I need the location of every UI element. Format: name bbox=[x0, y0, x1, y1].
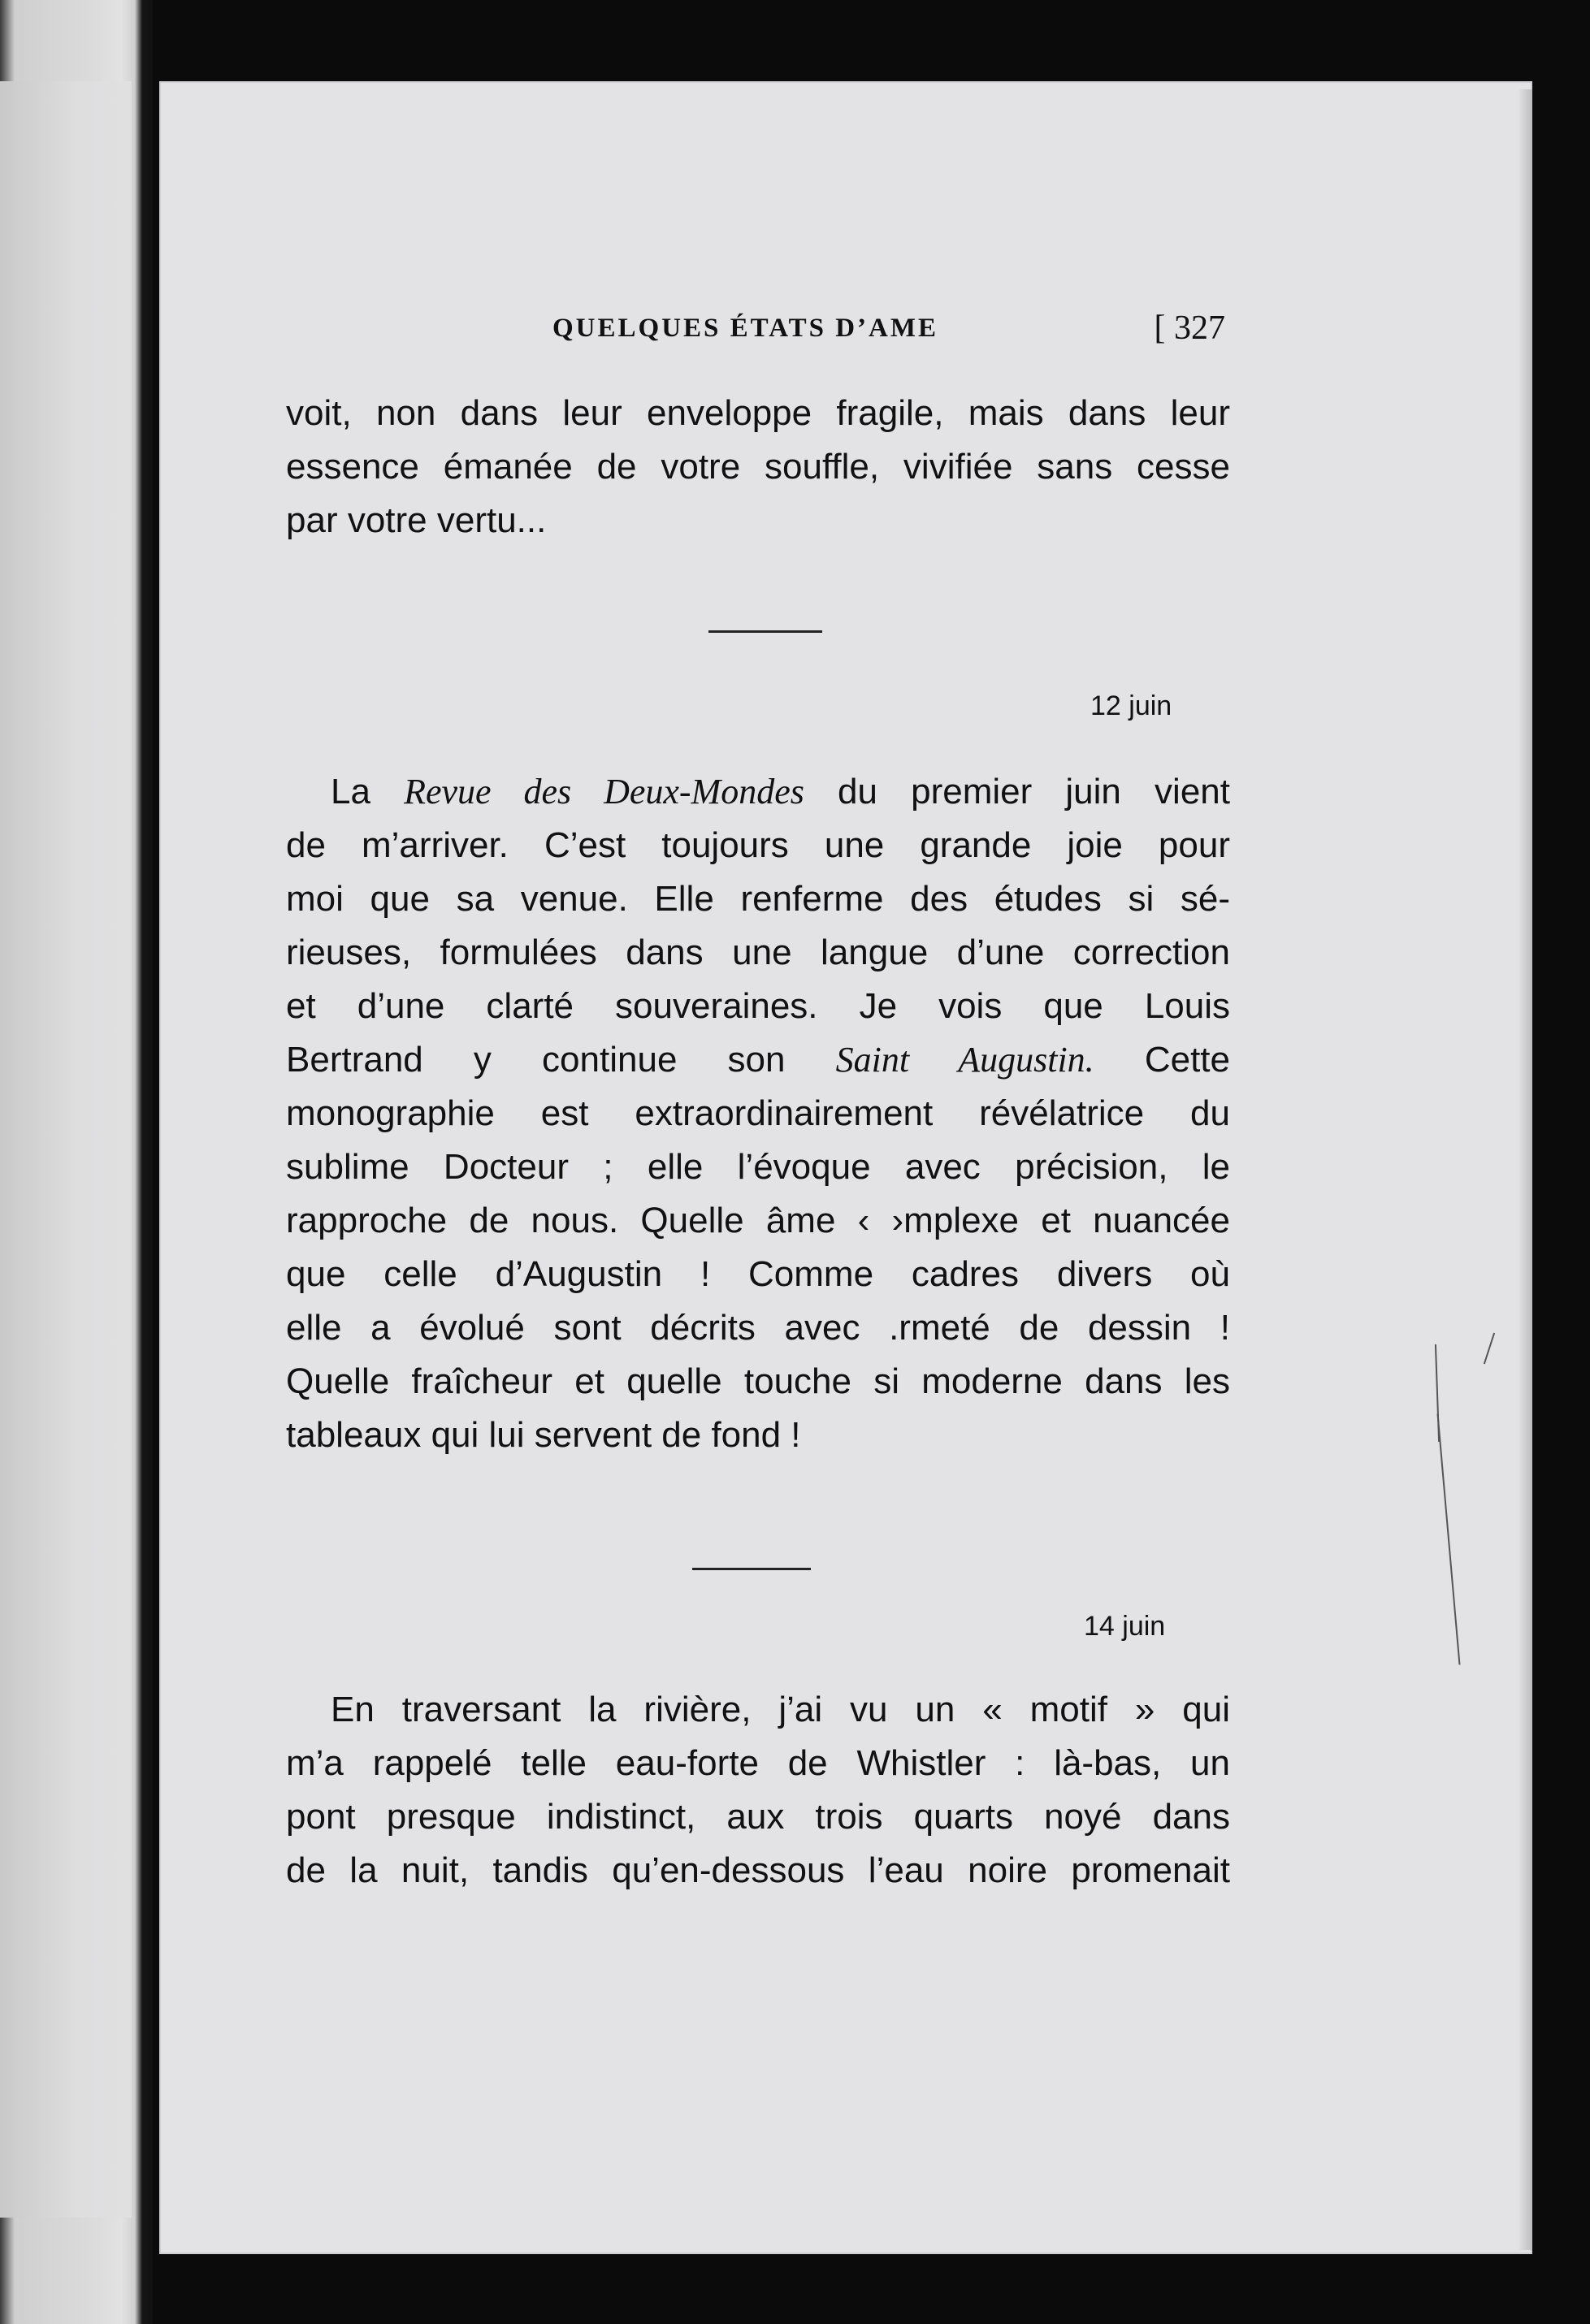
text-fragment: La bbox=[331, 772, 405, 811]
continued-paragraph bbox=[286, 387, 1230, 547]
text-line: tableaux qui lui servent de fond ! bbox=[286, 1415, 801, 1455]
text-line bbox=[286, 1033, 1230, 1087]
text-line: essence émanée de votre souffle, vivifiée sans cesse bbox=[286, 447, 1230, 487]
diary-entry bbox=[286, 1683, 1230, 1898]
text-line bbox=[286, 765, 1230, 819]
diary-entry bbox=[286, 765, 1230, 1462]
page-header bbox=[552, 309, 1235, 357]
facing-page-edge bbox=[0, 0, 153, 2324]
text-line: En traversant la rivière, j’ai vu un « motif » qui bbox=[331, 1690, 1230, 1729]
text-line: moi que sa venue. Elle renferme des études si sé- bbox=[286, 879, 1230, 919]
text-line: de m’arriver. C’est toujours une grande joie pour bbox=[286, 825, 1230, 865]
text-line: rieuses, formulées dans une langue d’une correction bbox=[286, 933, 1230, 972]
facing-page bbox=[0, 81, 132, 2218]
text-line: rapproche de nous. Quelle âme ‹ ›mplexe et nuancée bbox=[286, 1201, 1230, 1240]
section-divider bbox=[692, 1568, 811, 1570]
section-divider bbox=[708, 630, 822, 633]
journal-title: Revue des Deux-Mondes bbox=[404, 772, 804, 811]
text-fragment: Bertrand y continue son bbox=[286, 1040, 836, 1080]
text-line: et d’une clarté souveraines. Je vois que Louis bbox=[286, 986, 1230, 1026]
text-line: m’a rappelé telle eau-forte de Whistler : là-bas, un bbox=[286, 1743, 1230, 1783]
text-fragment: Cette bbox=[1094, 1040, 1231, 1080]
page-number: [ 327 bbox=[1154, 309, 1225, 347]
text-line: que celle d’Augustin ! Comme cadres divers où bbox=[286, 1254, 1230, 1294]
book-title: Saint Augustin. bbox=[835, 1040, 1094, 1080]
text-line: Quelle fraîcheur et quelle touche si moderne dans les bbox=[286, 1361, 1230, 1401]
text-line: sublime Docteur ; elle l’évoque avec précision, le bbox=[286, 1147, 1230, 1187]
text-line: de la nuit, tandis qu’en-dessous l’eau noire promenait bbox=[286, 1850, 1230, 1890]
text-line: pont presque indistinct, aux trois quarts noyé dans bbox=[286, 1797, 1230, 1837]
text-line: voit, non dans leur enveloppe fragile, mais dans leur bbox=[286, 393, 1230, 433]
text-line: elle a évolué sont décrits avec .rmeté de dessin ! bbox=[286, 1308, 1230, 1348]
text-line: monographie est extraordinairement révélatrice du bbox=[286, 1093, 1230, 1133]
page-edge-shadow bbox=[1518, 89, 1532, 2250]
running-title: QUELQUES ÉTATS D’AME bbox=[552, 314, 939, 343]
entry-date: 12 juin bbox=[1090, 690, 1172, 721]
text-fragment: du premier juin vient bbox=[804, 772, 1230, 811]
text-line: par votre vertu... bbox=[286, 500, 547, 540]
entry-date: 14 juin bbox=[1084, 1611, 1166, 1642]
